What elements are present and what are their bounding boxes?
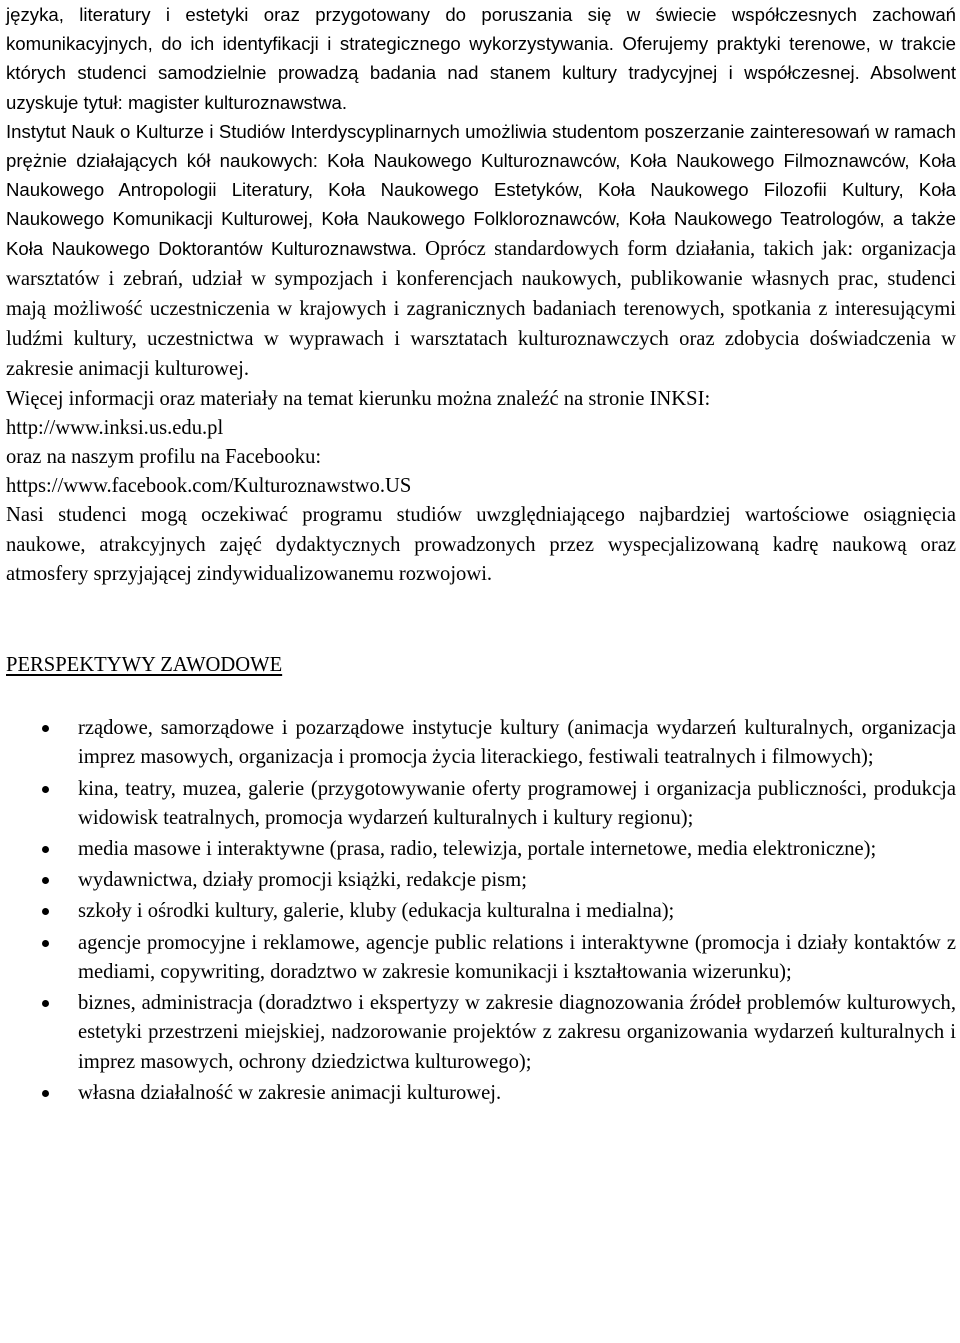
expectations-paragraph: Nasi studenci mogą oczekiwać programu studiów uwzględniającego najbardziej wartościowe osiągnięcia naukowe, atrakcyjnych zajęć dydaktycznych prowadzonych przez wyspecjalizowaną kadrę naukową oraz atmosfery sprzyjającej zindywidualizowanemu rozwojowi. xyxy=(6,504,956,585)
more-info-text: Więcej informacji oraz materiały na temat kierunku można znaleźć na stronie INKSI: xyxy=(6,387,711,410)
bullet-icon xyxy=(42,908,49,915)
career-item xyxy=(6,1079,956,1108)
career-list xyxy=(6,714,956,1108)
more-info-paragraph xyxy=(6,385,956,414)
career-item xyxy=(6,835,956,864)
career-item xyxy=(6,897,956,926)
career-item-text: agencje promocyjne i reklamowe, agencje public relations i interaktywne (promocja i działy kontaktów z mediami, copywriting, doradztwo w zakresie komunikacji i kształtowania wizerunku); xyxy=(78,931,956,983)
document-page xyxy=(6,0,956,1110)
science-circles-text: Instytut Nauk o Kulturze i Studiów Interdyscyplinarnych umożliwia studentom poszerzanie zainteresowań w ramach prężnie działających kół naukowych: Koła Naukowego Kulturoznawców, Koła Naukowego Filmoznawców, Koła Naukowego Antropologii Literatury, Koła Naukowego Estetyków, Koła Naukowego Filozofii Kultury, Koła Naukowego Komunikacji Kulturowej, Koła Naukowego Folkloroznawców, Koła Naukowego Teatrologów, a także Koła Naukowego Doktorantów Kulturoznawstwa. xyxy=(6,120,956,259)
career-item xyxy=(6,714,956,772)
career-heading: PERSPEKTYWY ZAWODOWE xyxy=(6,654,283,677)
career-item-text: własna działalność w zakresie animacji kulturowej. xyxy=(78,1081,502,1104)
career-item-text: kina, teatry, muzea, galerie (przygotowywanie oferty programowej i organizacja publiczności, produkcja widowisk teatralnych, promocja wydarzeń kulturalnych i kultury regionu); xyxy=(78,777,956,829)
career-item-text: biznes, administracja (doradztwo i ekspertyzy w zakresie diagnozowania źródeł problemów kulturowych, estetyki przestrzeni miejskiej, nadzorowanie projektów z zakresu organizowania wydarzeń kulturalnych i imprez masowych, ochrony dziedzictwa kulturowego); xyxy=(78,992,956,1073)
bullet-icon xyxy=(42,786,49,793)
bullet-icon xyxy=(42,1000,49,1007)
career-item xyxy=(6,866,956,895)
facebook-link[interactable]: https://www.facebook.com/Kulturoznawstwo.US xyxy=(6,475,412,498)
bullet-icon xyxy=(42,940,49,947)
career-item-text: media masowe i interaktywne (prasa, radio, telewizja, portale internetowe, media elektroniczne); xyxy=(78,838,877,861)
bullet-icon xyxy=(42,1090,49,1097)
bullet-icon xyxy=(42,846,49,853)
bullet-icon xyxy=(42,877,49,884)
science-circles-paragraph xyxy=(6,117,956,385)
section-spacer xyxy=(6,589,956,651)
facebook-text: oraz na naszym profilu na Facebooku: xyxy=(6,446,322,469)
career-item xyxy=(6,775,956,833)
inksi-link[interactable]: http://www.inksi.us.edu.pl xyxy=(6,416,224,439)
bullet-icon xyxy=(42,725,49,732)
activities-text: Oprócz standardowych form działania, takich jak: organizacja warsztatów i zebrań, udział w sympozjach i konferencjach naukowych, publikowanie własnych prac, studenci mają możliwość uczestniczenia w krajowych i zagranicznych badaniach terenowych, spotkania z interesującymi ludźmi kultury, uczestnictwa w wyprawach i warsztatach kulturoznawczych oraz zdobycia doświadczenia w zakresie animacji kulturowej. xyxy=(6,237,957,381)
career-item-text: wydawnictwa, działy promocji książki, redakcje pism; xyxy=(78,869,527,892)
career-item xyxy=(6,929,956,987)
intro-paragraph: języka, literatury i estetyki oraz przygotowany do poruszania się w świecie współczesnych zachowań komunikacyjnych, do ich identyfikacji i strategicznego wykorzystywania. Oferujemy praktyki terenowe, w trakcie których studenci samodzielnie prowadzą badania nad stanem kultury tradycyjnej i współczesnej. Absolwent uzyskuje tytuł: magister kulturoznawstwa. xyxy=(6,4,956,113)
career-item-text: rządowe, samorządowe i pozarządowe instytucje kultury (animacja wydarzeń kulturalnych, organizacja imprez masowych, organizacja i promocja życia literackiego, festiwali teatralnych i filmowych); xyxy=(78,717,956,769)
career-item-text: szkoły i ośrodki kultury, galerie, kluby (edukacja kulturalna i medialna); xyxy=(78,900,675,923)
career-item xyxy=(6,989,956,1077)
